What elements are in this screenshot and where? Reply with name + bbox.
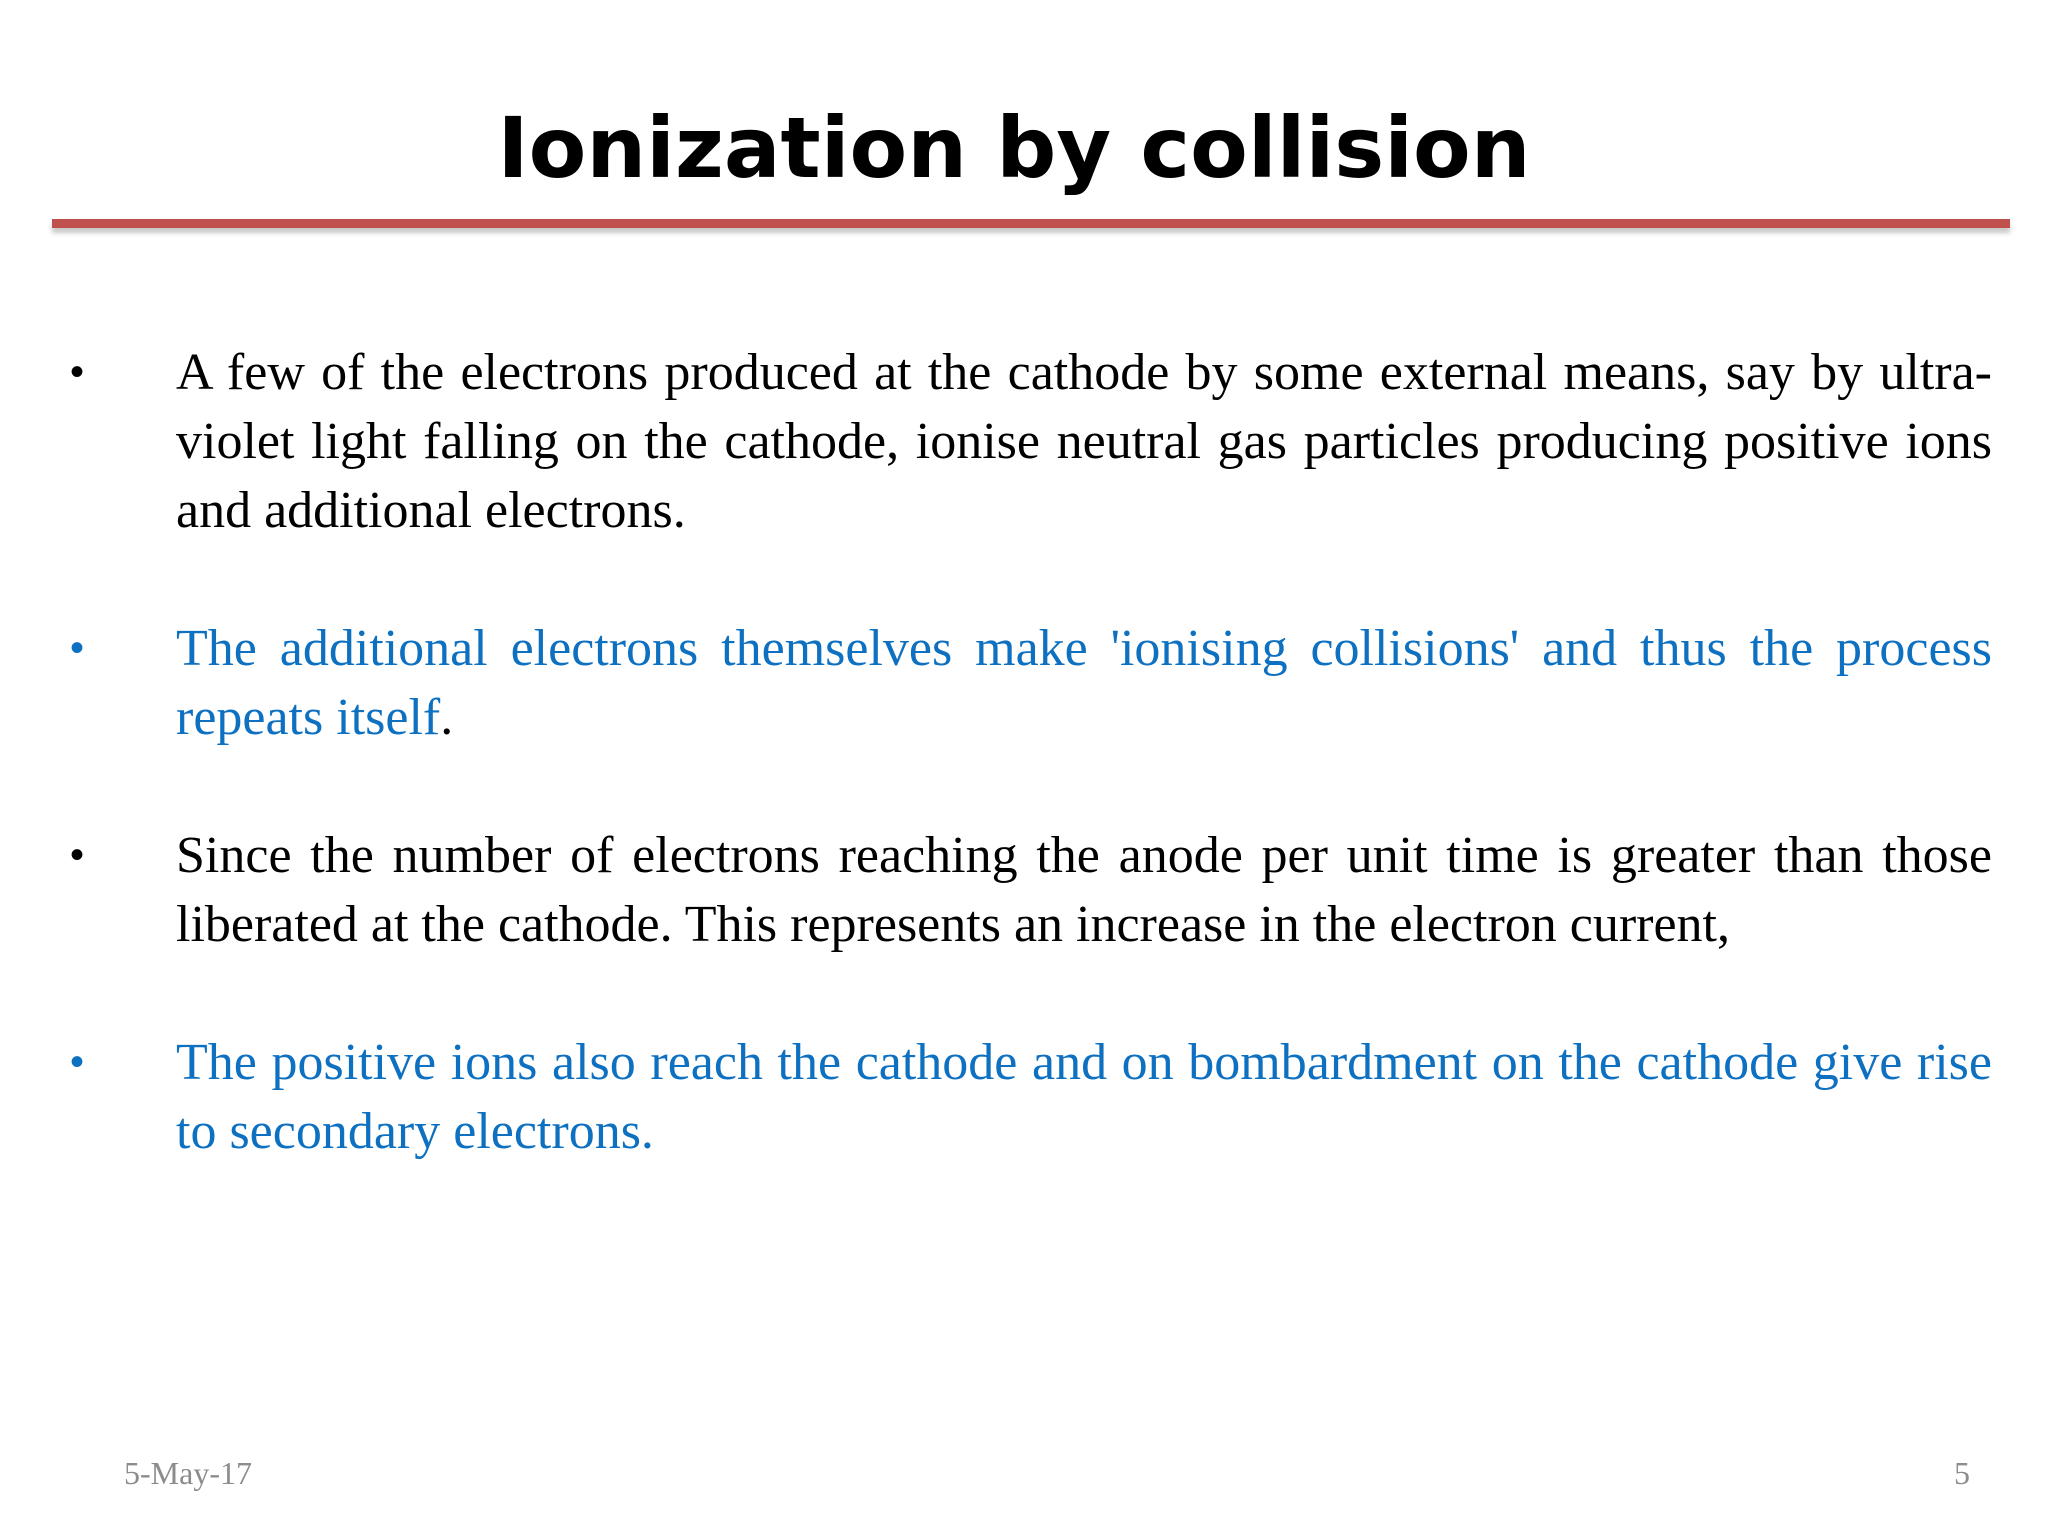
slide-title: Ionization by collision — [497, 99, 1531, 197]
bullet-text: A few of the electrons produced at the cathode by some external means, say by ultra-violet light falling on the cathode, ionise neutral gas particles producing positive ions and additional electrons. — [176, 344, 1992, 539]
bullet-item — [52, 821, 1992, 959]
bullet-item — [52, 614, 1992, 752]
bullet-item — [52, 1028, 1992, 1166]
bullet-trailing: . — [440, 689, 454, 746]
bullet-text: The positive ions also reach the cathode and on bombardment on the cathode give rise to secondary electrons. — [176, 1034, 1992, 1160]
bullet-item — [52, 338, 1992, 545]
page-number: 5 — [1954, 1455, 1970, 1491]
bullet-text: The additional electrons themselves make 'ionising collisions' and thus the process repeats itself — [176, 620, 1992, 746]
bullet-list — [52, 338, 1992, 1235]
title-divider — [52, 219, 2010, 228]
bullet-marker: • — [70, 833, 85, 877]
bullet-text: Since the number of electrons reaching the anode per unit time is greater than those liberated at the cathode. This represents an increase in the electron current, — [176, 827, 1992, 953]
bullet-marker: • — [70, 626, 85, 670]
bullet-marker: • — [70, 1040, 85, 1084]
bullet-marker: • — [70, 350, 85, 394]
footer-date: 5-May-17 — [124, 1455, 252, 1491]
